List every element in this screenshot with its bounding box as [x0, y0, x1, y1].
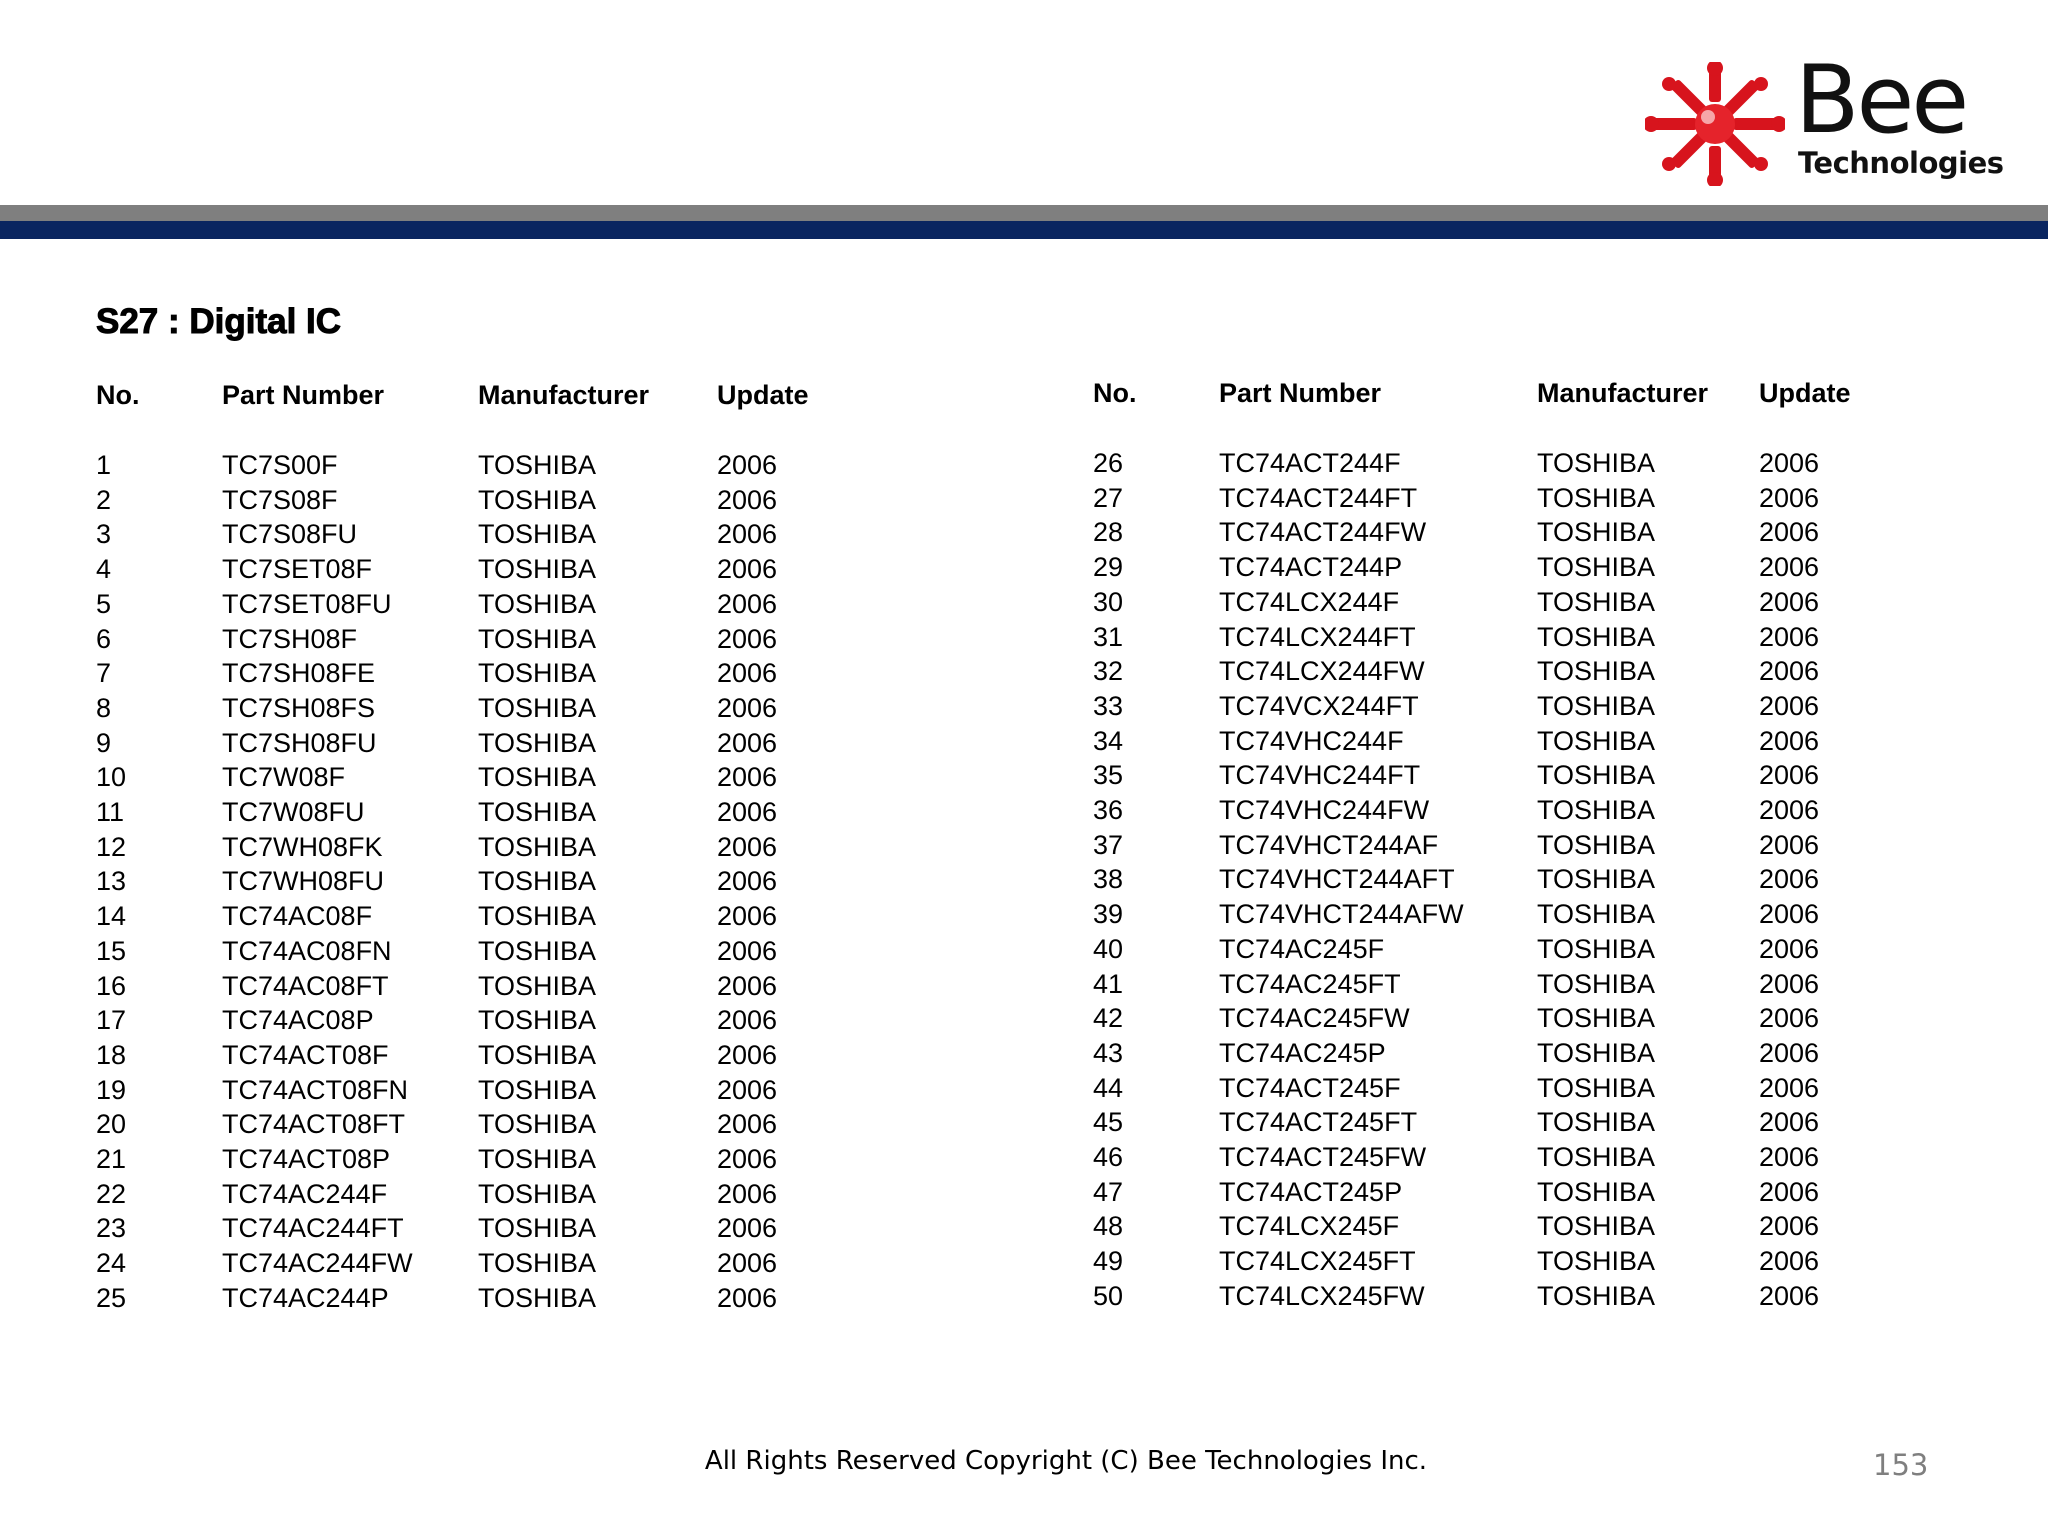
cell-manufacturer: TOSHIBA [1537, 621, 1656, 652]
cell-part-number: TC7W08F [222, 762, 346, 793]
cell-update: 2006 [717, 1005, 778, 1036]
cell-update: 2006 [717, 554, 778, 585]
table-row [96, 899, 837, 934]
cell-no: 4 [96, 554, 112, 585]
cell-update: 2006 [1759, 1211, 1820, 1242]
cell-no: 33 [1093, 690, 1124, 721]
cell-manufacturer: TOSHIBA [478, 762, 597, 793]
cell-no: 41 [1093, 968, 1124, 999]
cell-part-number: TC7S00F [222, 450, 338, 480]
cell-manufacturer: TOSHIBA [1537, 448, 1656, 478]
header-manufacturer: Manufacturer [478, 380, 650, 410]
cell-part-number: TC7SH08FS [222, 692, 376, 723]
cell-part-number: TC74ACT08F [222, 1039, 389, 1070]
cell-no: 20 [96, 1109, 127, 1140]
cell-no: 48 [1093, 1211, 1124, 1242]
cell-part-number: TC74ACT08FN [222, 1074, 409, 1105]
table-row [1093, 1244, 1879, 1279]
cell-part-number: TC74AC244P [222, 1282, 389, 1313]
cell-manufacturer: TOSHIBA [478, 935, 597, 966]
cell-part-number: TC7SH08FE [222, 658, 376, 689]
table-row [96, 864, 837, 899]
table-row [96, 969, 837, 1004]
table-row [1093, 585, 1879, 620]
cell-part-number: TC74AC08FT [222, 970, 389, 1001]
cell-part-number: TC74ACT08FT [222, 1109, 406, 1140]
table-row [1093, 932, 1879, 967]
cell-part-number: TC74VHCT244AFT [1219, 864, 1455, 895]
cell-part-number: TC74AC245FW [1219, 1003, 1410, 1034]
table-row [1093, 654, 1879, 689]
cell-manufacturer: TOSHIBA [478, 1074, 597, 1105]
cell-manufacturer: TOSHIBA [1537, 829, 1656, 860]
cell-update: 2006 [717, 519, 778, 550]
cell-part-number: TC7WH08FU [222, 866, 385, 897]
cell-manufacturer: TOSHIBA [478, 1109, 597, 1140]
cell-no: 8 [96, 692, 112, 723]
cell-part-number: TC74ACT245F [1219, 1072, 1401, 1103]
cell-no: 24 [96, 1248, 127, 1279]
logo-subtitle: Technologies [1798, 146, 2004, 180]
cell-update: 2006 [717, 797, 778, 828]
cell-no: 26 [1093, 448, 1124, 478]
cell-part-number: TC74AC244F [222, 1178, 388, 1209]
cell-update: 2006 [1759, 586, 1820, 617]
cell-update: 2006 [717, 1074, 778, 1105]
cell-manufacturer: TOSHIBA [1537, 864, 1656, 895]
logo-wordmark: Bee [1795, 46, 1967, 155]
table-row [96, 587, 837, 622]
cell-part-number: TC74ACT244FT [1219, 482, 1418, 513]
cell-part-number: TC7SH08F [222, 623, 358, 654]
cell-part-number: TC74AC08F [222, 901, 373, 932]
table-row [96, 830, 837, 865]
cell-part-number: TC74AC08P [222, 1005, 374, 1036]
cell-manufacturer: TOSHIBA [478, 1005, 597, 1036]
cell-no: 25 [96, 1282, 127, 1313]
cell-part-number: TC74ACT244FW [1219, 517, 1427, 548]
cell-update: 2006 [717, 831, 778, 862]
cell-update: 2006 [717, 588, 778, 619]
company-logo [1645, 46, 2004, 192]
cell-update: 2006 [1759, 1037, 1820, 1068]
cell-manufacturer: TOSHIBA [478, 1248, 597, 1279]
cell-part-number: TC74VHC244F [1219, 725, 1404, 756]
cell-no: 37 [1093, 829, 1124, 860]
cell-no: 17 [96, 1005, 127, 1036]
cell-update: 2006 [717, 1282, 778, 1313]
table-row [1093, 1001, 1879, 1036]
cell-update: 2006 [717, 692, 778, 723]
cell-part-number: TC74ACT08P [222, 1144, 391, 1175]
bee-sunburst-icon [1645, 62, 1785, 186]
cell-manufacturer: TOSHIBA [478, 692, 597, 723]
cell-manufacturer: TOSHIBA [478, 623, 597, 654]
table-row [96, 1177, 837, 1212]
table-row [96, 517, 837, 552]
cell-part-number: TC74ACT244P [1219, 552, 1403, 583]
cell-no: 9 [96, 727, 112, 758]
cell-no: 38 [1093, 864, 1124, 895]
cell-no: 12 [96, 831, 127, 862]
cell-update: 2006 [717, 623, 778, 654]
cell-no: 44 [1093, 1072, 1124, 1103]
table-row [1093, 1140, 1879, 1175]
cell-update: 2006 [717, 1178, 778, 1209]
cell-update: 2006 [1759, 725, 1820, 756]
cell-update: 2006 [717, 1213, 778, 1244]
table-row [96, 760, 837, 795]
cell-manufacturer: TOSHIBA [478, 797, 597, 828]
cell-manufacturer: TOSHIBA [478, 727, 597, 758]
cell-manufacturer: TOSHIBA [1537, 1211, 1656, 1242]
header-no: No. [96, 380, 140, 410]
cell-part-number: TC74VHC244FW [1219, 795, 1430, 826]
cell-part-number: TC74AC08FN [222, 935, 392, 966]
cell-manufacturer: TOSHIBA [1537, 656, 1656, 687]
header-band-gray [0, 205, 2048, 221]
cell-update: 2006 [1759, 1176, 1820, 1207]
cell-manufacturer: TOSHIBA [478, 1178, 597, 1209]
cell-no: 15 [96, 935, 127, 966]
table-row [96, 795, 837, 830]
table-row [96, 1003, 837, 1038]
cell-manufacturer: TOSHIBA [478, 519, 597, 550]
cell-part-number: TC7S08F [222, 484, 338, 515]
table-row [96, 448, 837, 483]
cell-no: 7 [96, 658, 112, 689]
cell-update: 2006 [1759, 829, 1820, 860]
cell-no: 45 [1093, 1107, 1124, 1138]
cell-no: 3 [96, 519, 112, 550]
cell-update: 2006 [1759, 517, 1820, 548]
cell-no: 18 [96, 1039, 127, 1070]
cell-manufacturer: TOSHIBA [478, 831, 597, 862]
table-body [1093, 446, 1879, 1314]
cell-update: 2006 [717, 1109, 778, 1140]
cell-update: 2006 [1759, 1072, 1820, 1103]
cell-manufacturer: TOSHIBA [1537, 1037, 1656, 1068]
cell-update: 2006 [717, 1248, 778, 1279]
header-update: Update [1759, 378, 1851, 408]
cell-no: 11 [96, 797, 125, 828]
table-row [96, 934, 837, 969]
cell-part-number: TC74VHC244FT [1219, 760, 1421, 791]
cell-part-number: TC74LCX244FT [1219, 621, 1416, 652]
cell-manufacturer: TOSHIBA [1537, 552, 1656, 583]
cell-no: 35 [1093, 760, 1124, 791]
cell-part-number: TC74ACT245FW [1219, 1142, 1427, 1173]
cell-manufacturer: TOSHIBA [478, 1213, 597, 1244]
cell-part-number: TC74VHCT244AFW [1219, 899, 1464, 930]
cell-part-number: TC74AC245P [1219, 1037, 1386, 1068]
table-body [96, 448, 837, 1316]
cell-no: 23 [96, 1213, 127, 1244]
cell-update: 2006 [1759, 899, 1820, 930]
table-row [96, 1211, 837, 1246]
cell-update: 2006 [1759, 1280, 1820, 1311]
table-row [1093, 620, 1879, 655]
cell-manufacturer: TOSHIBA [1537, 517, 1656, 548]
cell-update: 2006 [717, 762, 778, 793]
cell-no: 32 [1093, 656, 1124, 687]
cell-part-number: TC74LCX245FW [1219, 1280, 1425, 1311]
cell-manufacturer: TOSHIBA [1537, 933, 1656, 964]
parts-table-right [1093, 376, 1879, 1314]
table-row [1093, 481, 1879, 516]
cell-update: 2006 [717, 727, 778, 758]
cell-update: 2006 [1759, 795, 1820, 826]
page-title: S27 : Digital IC [96, 302, 342, 341]
cell-manufacturer: TOSHIBA [1537, 482, 1656, 513]
cell-part-number: TC7W08FU [222, 797, 365, 828]
table-row [1093, 1071, 1879, 1106]
table-row [96, 1073, 837, 1108]
table-row [1093, 1175, 1879, 1210]
cell-update: 2006 [1759, 690, 1820, 721]
cell-part-number: TC74VHCT244AF [1219, 829, 1439, 860]
table-header-row [96, 378, 837, 448]
header-manufacturer: Manufacturer [1537, 378, 1709, 408]
cell-update: 2006 [1759, 482, 1820, 513]
cell-no: 27 [1093, 482, 1124, 513]
cell-update: 2006 [1759, 656, 1820, 687]
cell-no: 42 [1093, 1003, 1124, 1034]
table-row [1093, 724, 1879, 759]
cell-part-number: TC7SET08F [222, 554, 373, 585]
cell-update: 2006 [717, 658, 778, 689]
table-row [96, 726, 837, 761]
cell-part-number: TC74LCX245F [1219, 1211, 1400, 1242]
cell-no: 29 [1093, 552, 1124, 583]
cell-part-number: TC74LCX244F [1219, 586, 1400, 617]
cell-manufacturer: TOSHIBA [478, 450, 597, 480]
table-row [96, 1107, 837, 1142]
cell-manufacturer: TOSHIBA [1537, 1246, 1656, 1277]
cell-update: 2006 [1759, 1107, 1820, 1138]
cell-part-number: TC7SET08FU [222, 588, 392, 619]
table-row [1093, 758, 1879, 793]
table-row [96, 1281, 837, 1316]
header-no: No. [1093, 378, 1137, 408]
cell-no: 22 [96, 1178, 127, 1209]
cell-update: 2006 [1759, 933, 1820, 964]
table-row [1093, 828, 1879, 863]
table-row [96, 552, 837, 587]
cell-manufacturer: TOSHIBA [478, 1039, 597, 1070]
copyright-footer: All Rights Reserved Copyright (C) Bee Technologies Inc. [704, 1446, 1428, 1476]
cell-no: 28 [1093, 517, 1124, 548]
cell-manufacturer: TOSHIBA [1537, 968, 1656, 999]
cell-no: 49 [1093, 1246, 1124, 1277]
header-part-number: Part Number [1219, 378, 1382, 408]
table-row [96, 622, 837, 657]
cell-update: 2006 [1759, 1246, 1820, 1277]
cell-part-number: TC74VCX244FT [1219, 690, 1419, 721]
cell-no: 6 [96, 623, 112, 654]
cell-no: 13 [96, 866, 127, 897]
cell-manufacturer: TOSHIBA [1537, 690, 1656, 721]
cell-part-number: TC74AC245FT [1219, 968, 1401, 999]
cell-manufacturer: TOSHIBA [478, 901, 597, 932]
table-row [1093, 967, 1879, 1002]
cell-manufacturer: TOSHIBA [478, 1144, 597, 1175]
cell-manufacturer: TOSHIBA [478, 866, 597, 897]
cell-manufacturer: TOSHIBA [478, 1282, 597, 1313]
cell-no: 36 [1093, 795, 1124, 826]
table-row [96, 656, 837, 691]
header-band-navy [0, 221, 2048, 239]
cell-update: 2006 [717, 1144, 778, 1175]
header-part-number: Part Number [222, 380, 385, 410]
table-row [1093, 1279, 1879, 1314]
cell-no: 19 [96, 1074, 127, 1105]
cell-no: 50 [1093, 1280, 1124, 1311]
cell-update: 2006 [1759, 1003, 1820, 1034]
cell-manufacturer: TOSHIBA [478, 588, 597, 619]
cell-manufacturer: TOSHIBA [1537, 760, 1656, 791]
cell-no: 21 [96, 1144, 127, 1175]
cell-update: 2006 [717, 901, 778, 932]
cell-no: 10 [96, 762, 127, 793]
cell-update: 2006 [1759, 621, 1820, 652]
cell-part-number: TC7WH08FK [222, 831, 383, 862]
cell-update: 2006 [717, 970, 778, 1001]
cell-part-number: TC74AC244FW [222, 1248, 413, 1279]
cell-manufacturer: TOSHIBA [1537, 899, 1656, 930]
cell-manufacturer: TOSHIBA [478, 658, 597, 689]
cell-part-number: TC74AC244FT [222, 1213, 404, 1244]
cell-no: 14 [96, 901, 127, 932]
cell-update: 2006 [717, 484, 778, 515]
parts-table-left [96, 378, 837, 1316]
cell-no: 16 [96, 970, 127, 1001]
cell-no: 46 [1093, 1142, 1124, 1173]
cell-no: 31 [1093, 621, 1124, 652]
cell-manufacturer: TOSHIBA [1537, 1142, 1656, 1173]
cell-no: 34 [1093, 725, 1124, 756]
table-row [1093, 515, 1879, 550]
cell-part-number: TC7SH08FU [222, 727, 377, 758]
cell-update: 2006 [717, 866, 778, 897]
cell-no: 1 [96, 450, 112, 480]
cell-update: 2006 [1759, 864, 1820, 895]
cell-no: 39 [1093, 899, 1124, 930]
cell-update: 2006 [1759, 448, 1820, 478]
cell-no: 30 [1093, 586, 1124, 617]
table-row [1093, 1209, 1879, 1244]
cell-manufacturer: TOSHIBA [1537, 586, 1656, 617]
cell-update: 2006 [1759, 1142, 1820, 1173]
cell-no: 40 [1093, 933, 1124, 964]
cell-manufacturer: TOSHIBA [478, 484, 597, 515]
cell-part-number: TC74ACT244F [1219, 448, 1401, 478]
cell-update: 2006 [717, 935, 778, 966]
cell-manufacturer: TOSHIBA [478, 970, 597, 1001]
cell-manufacturer: TOSHIBA [478, 554, 597, 585]
table-row [1093, 689, 1879, 724]
table-row [96, 1142, 837, 1177]
cell-no: 2 [96, 484, 112, 515]
cell-part-number: TC74ACT245P [1219, 1176, 1403, 1207]
cell-update: 2006 [1759, 760, 1820, 791]
cell-update: 2006 [1759, 552, 1820, 583]
table-row [96, 1246, 837, 1281]
cell-update: 2006 [1759, 968, 1820, 999]
cell-no: 5 [96, 588, 112, 619]
cell-manufacturer: TOSHIBA [1537, 1176, 1656, 1207]
table-header-row [1093, 376, 1879, 446]
table-row [1093, 897, 1879, 932]
cell-part-number: TC74AC245F [1219, 933, 1385, 964]
cell-manufacturer: TOSHIBA [1537, 1280, 1656, 1311]
table-row [96, 1038, 837, 1073]
table-row [96, 691, 837, 726]
header-update: Update [717, 380, 809, 410]
cell-manufacturer: TOSHIBA [1537, 725, 1656, 756]
page-number: 153 [1873, 1448, 1929, 1482]
table-row [1093, 446, 1879, 481]
cell-manufacturer: TOSHIBA [1537, 1072, 1656, 1103]
table-row [1093, 1105, 1879, 1140]
cell-update: 2006 [717, 450, 778, 480]
cell-part-number: TC74ACT245FT [1219, 1107, 1418, 1138]
cell-part-number: TC74LCX245FT [1219, 1246, 1416, 1277]
cell-update: 2006 [717, 1039, 778, 1070]
table-row [1093, 793, 1879, 828]
cell-part-number: TC7S08FU [222, 519, 358, 550]
table-row [1093, 862, 1879, 897]
cell-manufacturer: TOSHIBA [1537, 1107, 1656, 1138]
cell-part-number: TC74LCX244FW [1219, 656, 1425, 687]
cell-manufacturer: TOSHIBA [1537, 795, 1656, 826]
table-row [1093, 550, 1879, 585]
cell-manufacturer: TOSHIBA [1537, 1003, 1656, 1034]
table-row [96, 483, 837, 518]
cell-no: 47 [1093, 1176, 1124, 1207]
table-row [1093, 1036, 1879, 1071]
cell-no: 43 [1093, 1037, 1124, 1068]
